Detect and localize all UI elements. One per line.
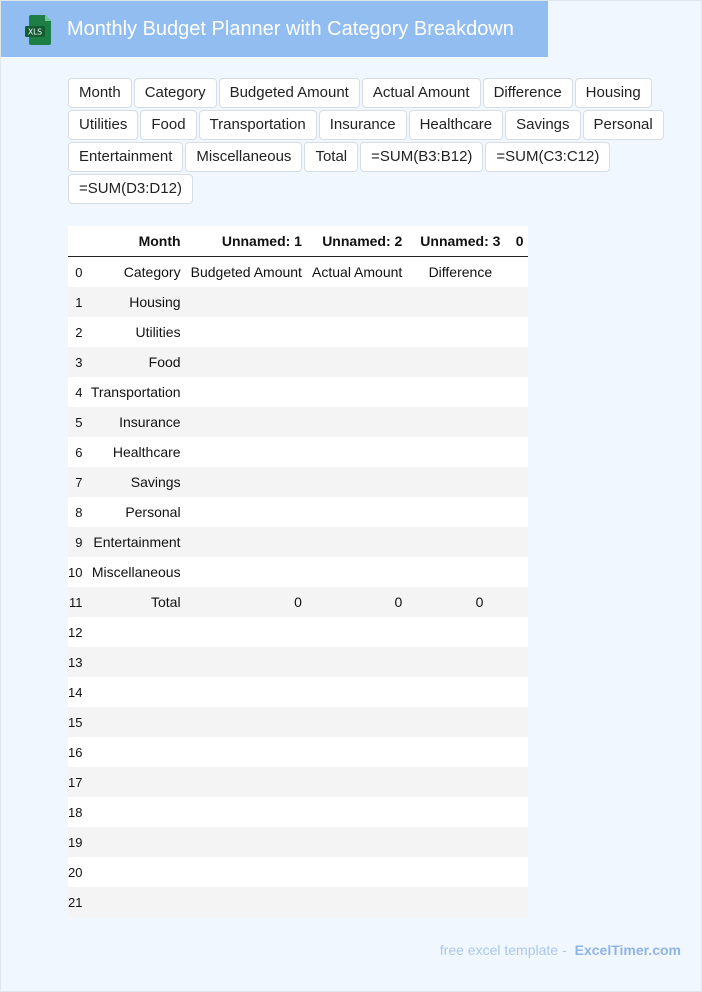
footer-credit xyxy=(440,942,681,958)
spreadsheet-preview xyxy=(68,226,528,917)
table-row xyxy=(68,617,528,647)
cell-actual xyxy=(309,857,409,887)
page-title: Monthly Budget Planner with Category Breakdown xyxy=(67,18,514,40)
footer-text: free excel template - xyxy=(439,942,567,958)
row-index: 18 xyxy=(68,797,82,827)
table-row xyxy=(68,467,528,497)
cell-budgeted xyxy=(188,707,309,737)
row-index: 21 xyxy=(68,887,82,917)
table-row xyxy=(68,287,528,317)
header-chip: Miscellaneous xyxy=(185,142,302,172)
cell-category xyxy=(82,827,187,857)
cell-category: Housing xyxy=(82,287,187,317)
cell-difference xyxy=(409,617,511,647)
cell-category xyxy=(82,677,187,707)
table-row xyxy=(68,857,528,887)
table-row xyxy=(68,677,528,707)
table-row xyxy=(68,257,528,288)
row-index: 14 xyxy=(68,677,82,707)
column-header-zero: 0 xyxy=(511,226,528,257)
cell-actual: 0 xyxy=(309,587,409,617)
cell-category xyxy=(82,797,187,827)
table-header-row xyxy=(68,226,528,257)
header-chip: Savings xyxy=(505,110,580,140)
column-header-index xyxy=(68,226,82,257)
table-row xyxy=(68,377,528,407)
header-chip: Personal xyxy=(583,110,664,140)
cell-budgeted xyxy=(188,887,309,917)
cell-difference xyxy=(409,377,511,407)
cell-budgeted xyxy=(188,287,309,317)
cell-actual xyxy=(309,707,409,737)
header-chip: Food xyxy=(140,110,196,140)
table-row xyxy=(68,737,528,767)
cell-category: Miscellaneous xyxy=(82,557,187,587)
cell-difference xyxy=(409,677,511,707)
cell-difference xyxy=(409,767,511,797)
cell-actual xyxy=(309,767,409,797)
cell-difference xyxy=(409,647,511,677)
cell-budgeted xyxy=(188,347,309,377)
header-chip: Insurance xyxy=(319,110,407,140)
header-chip: Healthcare xyxy=(409,110,504,140)
cell-budgeted xyxy=(188,737,309,767)
budget-table xyxy=(68,226,528,917)
cell-budgeted xyxy=(188,377,309,407)
table-row xyxy=(68,797,528,827)
table-row xyxy=(68,437,528,467)
table-row xyxy=(68,557,528,587)
cell-extra xyxy=(511,887,528,917)
cell-extra xyxy=(511,647,528,677)
row-index: 6 xyxy=(68,437,82,467)
cell-budgeted: Budgeted Amount xyxy=(188,257,309,288)
cell-category: Total xyxy=(82,587,187,617)
header-chip: Housing xyxy=(575,78,652,108)
cell-difference xyxy=(409,557,511,587)
cell-actual xyxy=(309,317,409,347)
cell-category: Category xyxy=(82,257,187,288)
cell-extra xyxy=(511,407,528,437)
header-chip: =SUM(D3:D12) xyxy=(68,174,193,204)
cell-difference xyxy=(409,497,511,527)
header-chip: Budgeted Amount xyxy=(219,78,360,108)
cell-extra xyxy=(511,797,528,827)
cell-difference xyxy=(409,707,511,737)
cell-budgeted xyxy=(188,767,309,797)
column-header-month: Month xyxy=(82,226,187,257)
cell-category xyxy=(82,887,187,917)
footer-brand-link[interactable]: ExcelTimer.com xyxy=(574,942,681,958)
cell-extra xyxy=(511,497,528,527)
cell-extra xyxy=(511,287,528,317)
cell-extra xyxy=(511,467,528,497)
cell-actual xyxy=(309,527,409,557)
row-index: 8 xyxy=(68,497,82,527)
cell-category: Savings xyxy=(82,467,187,497)
cell-category xyxy=(82,707,187,737)
header-chip: Total xyxy=(304,142,358,172)
row-index: 3 xyxy=(68,347,82,377)
cell-extra xyxy=(511,347,528,377)
header-chip-list xyxy=(68,78,678,204)
table-row xyxy=(68,407,528,437)
cell-difference xyxy=(409,347,511,377)
cell-extra xyxy=(511,587,528,617)
cell-category xyxy=(82,617,187,647)
table-row xyxy=(68,497,528,527)
cell-actual xyxy=(309,737,409,767)
cell-difference xyxy=(409,797,511,827)
cell-category: Food xyxy=(82,347,187,377)
cell-actual xyxy=(309,347,409,377)
cell-extra xyxy=(511,437,528,467)
row-index: 20 xyxy=(68,857,82,887)
table-row xyxy=(68,647,528,677)
column-header-unnamed-1: Unnamed: 1 xyxy=(188,226,309,257)
xls-icon-label: XLS xyxy=(27,27,43,37)
cell-extra xyxy=(511,557,528,587)
cell-difference xyxy=(409,737,511,767)
cell-actual xyxy=(309,497,409,527)
header-chip: =SUM(B3:B12) xyxy=(360,142,483,172)
cell-difference xyxy=(409,287,511,317)
cell-extra xyxy=(511,707,528,737)
cell-difference xyxy=(409,827,511,857)
cell-difference xyxy=(409,467,511,497)
cell-category: Entertainment xyxy=(82,527,187,557)
cell-extra xyxy=(511,257,528,288)
row-index: 17 xyxy=(68,767,82,797)
cell-category xyxy=(82,647,187,677)
table-body xyxy=(68,257,528,918)
table-row xyxy=(68,587,528,617)
cell-extra xyxy=(511,377,528,407)
cell-difference xyxy=(409,437,511,467)
row-index: 11 xyxy=(68,587,82,617)
row-index: 9 xyxy=(68,527,82,557)
table-row xyxy=(68,527,528,557)
cell-actual xyxy=(309,377,409,407)
cell-difference xyxy=(409,527,511,557)
header-chip: Entertainment xyxy=(68,142,183,172)
row-index: 10 xyxy=(68,557,82,587)
cell-extra xyxy=(511,737,528,767)
cell-budgeted xyxy=(188,617,309,647)
table-row xyxy=(68,707,528,737)
header-chip: Category xyxy=(134,78,217,108)
cell-extra xyxy=(511,677,528,707)
column-header-unnamed-2: Unnamed: 2 xyxy=(309,226,409,257)
cell-budgeted xyxy=(188,497,309,527)
cell-category: Transportation xyxy=(82,377,187,407)
row-index: 16 xyxy=(68,737,82,767)
cell-category: Healthcare xyxy=(82,437,187,467)
cell-actual xyxy=(309,557,409,587)
header-chip: Difference xyxy=(483,78,573,108)
cell-actual xyxy=(309,287,409,317)
row-index: 4 xyxy=(68,377,82,407)
cell-budgeted xyxy=(188,437,309,467)
cell-budgeted xyxy=(188,557,309,587)
cell-actual xyxy=(309,437,409,467)
table-row xyxy=(68,767,528,797)
table-row xyxy=(68,887,528,917)
row-index: 2 xyxy=(68,317,82,347)
row-index: 7 xyxy=(68,467,82,497)
table-row xyxy=(68,347,528,377)
header-chip: Actual Amount xyxy=(362,78,481,108)
cell-actual xyxy=(309,407,409,437)
cell-difference xyxy=(409,407,511,437)
row-index: 15 xyxy=(68,707,82,737)
row-index: 19 xyxy=(68,827,82,857)
cell-category xyxy=(82,767,187,797)
cell-category: Utilities xyxy=(82,317,187,347)
cell-actual xyxy=(309,467,409,497)
cell-actual xyxy=(309,827,409,857)
cell-difference: 0 xyxy=(409,587,511,617)
row-index: 5 xyxy=(68,407,82,437)
cell-difference xyxy=(409,887,511,917)
cell-difference xyxy=(409,857,511,887)
cell-budgeted xyxy=(188,467,309,497)
cell-budgeted xyxy=(188,827,309,857)
row-index: 1 xyxy=(68,287,82,317)
cell-category: Personal xyxy=(82,497,187,527)
table-row xyxy=(68,827,528,857)
table-row xyxy=(68,317,528,347)
column-header-unnamed-3: Unnamed: 3 xyxy=(409,226,511,257)
cell-budgeted xyxy=(188,317,309,347)
header-chip: Utilities xyxy=(68,110,138,140)
cell-category xyxy=(82,737,187,767)
cell-budgeted xyxy=(188,647,309,677)
cell-actual: Actual Amount xyxy=(309,257,409,288)
cell-budgeted: 0 xyxy=(188,587,309,617)
xls-file-icon xyxy=(25,15,51,45)
header-chip: Month xyxy=(68,78,132,108)
cell-budgeted xyxy=(188,677,309,707)
cell-actual xyxy=(309,677,409,707)
cell-category xyxy=(82,857,187,887)
cell-budgeted xyxy=(188,857,309,887)
cell-extra xyxy=(511,827,528,857)
cell-actual xyxy=(309,887,409,917)
cell-extra xyxy=(511,317,528,347)
cell-budgeted xyxy=(188,407,309,437)
title-bar xyxy=(1,1,548,57)
row-index: 0 xyxy=(68,257,82,288)
cell-difference: Difference xyxy=(409,257,511,288)
cell-budgeted xyxy=(188,797,309,827)
header-chip: =SUM(C3:C12) xyxy=(485,142,610,172)
cell-category: Insurance xyxy=(82,407,187,437)
header-chip: Transportation xyxy=(199,110,317,140)
cell-extra xyxy=(511,527,528,557)
cell-actual xyxy=(309,797,409,827)
cell-actual xyxy=(309,647,409,677)
cell-budgeted xyxy=(188,527,309,557)
row-index: 13 xyxy=(68,647,82,677)
cell-actual xyxy=(309,617,409,647)
cell-difference xyxy=(409,317,511,347)
cell-extra xyxy=(511,617,528,647)
row-index: 12 xyxy=(68,617,82,647)
cell-extra xyxy=(511,857,528,887)
cell-extra xyxy=(511,767,528,797)
